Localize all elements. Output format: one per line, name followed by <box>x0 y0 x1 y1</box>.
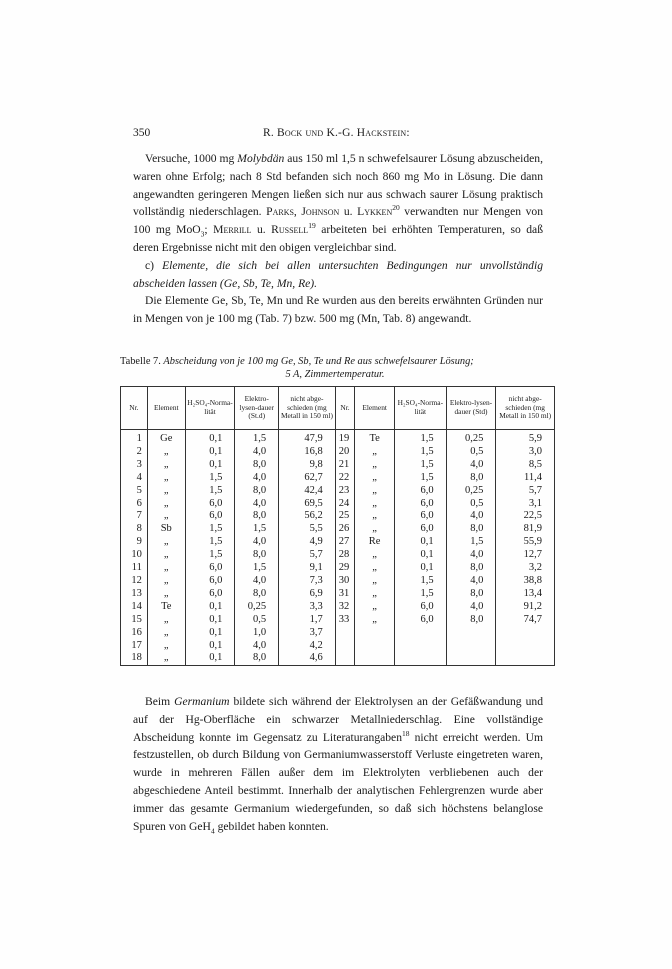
table-cell: 11 <box>121 562 148 575</box>
table-cell <box>496 652 555 665</box>
table-cell: 8,0 <box>235 652 279 665</box>
table-cell: 0,1 <box>185 614 235 627</box>
table-cell <box>496 627 555 640</box>
table-row <box>121 601 555 614</box>
table-cell: 26 <box>335 523 355 536</box>
table-cell: 1,5 <box>235 562 279 575</box>
table-cell: 74,7 <box>496 614 555 627</box>
table-cell <box>395 627 447 640</box>
table-row <box>121 652 555 665</box>
table-cell <box>355 627 395 640</box>
table-cell: 8,0 <box>446 588 496 601</box>
table-cell <box>355 652 395 665</box>
table-row <box>121 523 555 536</box>
table-row <box>121 614 555 627</box>
table-cell: „ <box>355 459 395 472</box>
table-cell: „ <box>147 549 185 562</box>
table-cell <box>335 627 355 640</box>
column-header: Elektro-lysen-dauer (Std) <box>446 387 496 430</box>
table-cell: 5,7 <box>279 549 336 562</box>
column-header: Nr. <box>121 387 148 430</box>
table-cell: 12 <box>121 575 148 588</box>
table-cell: 4,9 <box>279 536 336 549</box>
table-cell: 1,5 <box>185 485 235 498</box>
table-caption: Tabelle 7. Abscheidung von je 100 mg Ge, Sb, Te und Re aus schwefelsaurer Lösung; 5 A, Zimmertemperatur. <box>120 356 474 380</box>
column-header: Element <box>147 387 185 430</box>
table-cell: 12,7 <box>496 549 555 562</box>
table-cell: 8,0 <box>235 459 279 472</box>
table-row <box>121 510 555 523</box>
table-cell: 1,5 <box>395 575 447 588</box>
table-cell: 3,7 <box>279 627 336 640</box>
reference-mark: 20 <box>392 203 400 213</box>
table-cell: 32 <box>335 601 355 614</box>
table-cell: 6,0 <box>395 510 447 523</box>
table-cell: 1 <box>121 430 148 446</box>
table-cell: 6,0 <box>395 485 447 498</box>
table-cell: 20 <box>335 446 355 459</box>
table-cell: 4,0 <box>446 601 496 614</box>
table-cell: 1,5 <box>395 446 447 459</box>
table-cell: 6,0 <box>395 523 447 536</box>
table-cell: 22 <box>335 472 355 485</box>
table-cell: 1,5 <box>395 430 447 446</box>
table-cell: 4,0 <box>235 472 279 485</box>
table-cell: „ <box>355 614 395 627</box>
table-cell: „ <box>147 627 185 640</box>
table-cell: 69,5 <box>279 498 336 511</box>
table-cell: „ <box>147 562 185 575</box>
table-cell: 4,0 <box>446 459 496 472</box>
citation-author: Russell <box>271 223 309 237</box>
table-cell: 0,1 <box>185 430 235 446</box>
column-header: nicht abge-schieden (mg Metall in 150 ml) <box>496 387 555 430</box>
table-header-row <box>121 387 555 430</box>
table-cell: 0,5 <box>446 446 496 459</box>
table-cell: 1,5 <box>185 536 235 549</box>
table-cell: „ <box>147 536 185 549</box>
table-cell: 4,0 <box>235 446 279 459</box>
table-cell: 0,25 <box>235 601 279 614</box>
table-cell: Ge <box>147 430 185 446</box>
table-cell: 62,7 <box>279 472 336 485</box>
table-cell: 38,8 <box>496 575 555 588</box>
table-cell: 1,7 <box>279 614 336 627</box>
table-cell: 0,25 <box>446 430 496 446</box>
table-cell <box>496 640 555 653</box>
table-cell: „ <box>355 485 395 498</box>
table-cell: „ <box>147 472 185 485</box>
table-cell: 6,0 <box>185 510 235 523</box>
table-cell: 1,5 <box>395 588 447 601</box>
table-row <box>121 536 555 549</box>
column-header: Elektro-lysen-dauer (St.d) <box>235 387 279 430</box>
table-cell: 3 <box>121 459 148 472</box>
table-cell <box>446 627 496 640</box>
table-cell: 14 <box>121 601 148 614</box>
table-label: Tabelle 7. <box>120 356 164 367</box>
table-cell: 11,4 <box>496 472 555 485</box>
table-cell: 30 <box>335 575 355 588</box>
table-cell: „ <box>147 510 185 523</box>
table-cell: 81,9 <box>496 523 555 536</box>
table-cell: 9,8 <box>279 459 336 472</box>
table-cell: 1,5 <box>185 549 235 562</box>
element-name-germanium: Germanium <box>174 695 230 708</box>
table-cell: 3,1 <box>496 498 555 511</box>
table-cell: 8,0 <box>235 588 279 601</box>
table-cell: 4,0 <box>235 640 279 653</box>
table-cell: „ <box>147 575 185 588</box>
table-cell: 0,25 <box>446 485 496 498</box>
table-cell: 33 <box>335 614 355 627</box>
table-cell: 31 <box>335 588 355 601</box>
column-header: Element <box>355 387 395 430</box>
column-header: H₂SO₄-Norma-lität <box>395 387 447 430</box>
results-table <box>120 386 555 666</box>
reference-mark: 19 <box>308 221 316 231</box>
table-cell: „ <box>147 652 185 665</box>
table-cell: 8,0 <box>235 549 279 562</box>
citation-author: Merrill <box>213 223 252 237</box>
table-cell: 6,0 <box>395 601 447 614</box>
table-cell: 27 <box>335 536 355 549</box>
table-cell: 3,3 <box>279 601 336 614</box>
table-cell: 19 <box>335 430 355 446</box>
table-cell: 4,0 <box>446 549 496 562</box>
table-cell: 13 <box>121 588 148 601</box>
table-cell: 56,2 <box>279 510 336 523</box>
table-cell: 3,2 <box>496 562 555 575</box>
table-cell: 7,3 <box>279 575 336 588</box>
citation-author: Lykken <box>357 205 393 219</box>
table-cell: „ <box>147 485 185 498</box>
table-cell: 4,2 <box>279 640 336 653</box>
table-cell: 4,0 <box>446 575 496 588</box>
table-row <box>121 627 555 640</box>
table-cell: 8,0 <box>446 614 496 627</box>
table-cell: 8,0 <box>446 523 496 536</box>
paragraph-molybdenum: Versuche, 1000 mg Molybdän aus 150 ml 1,5 n schwefelsaurer Lösung abzuscheiden, waren ohne Erfolg; nach 8 Std befanden sich noch 860 mg Mo in Lösung. Die dann angewandten geringeren Mengen ließen sich nur aus schwach saurer Lösung praktisch vollständig niederschlagen. Parks, Johnson u. Lykken$^{20}$ verwandten nur Mengen von 100 mg MoO$_3$; Merrill u. Russell$^{19}$ arbeiteten bei erhöhten Temperaturen, so daß deren Ergebnisse nicht mit den obigen vergleichbar sind. c) Elemente, die sich bei allen untersuchten Bedingungen nur unvollständig abscheiden lassen (Ge, Sb, Te, Mn, Re). Die Elemente Ge, Sb, Te, Mn und Re wurden aus den bereits erwähnten Gründen nur in Mengen von je 100 mg (Tab. 7) bzw. 500 mg (Mn, Tab. 8) angewandt. <box>133 150 543 328</box>
table-cell: 0,1 <box>185 627 235 640</box>
table-cell: 8,0 <box>235 510 279 523</box>
table-row <box>121 485 555 498</box>
citation-author: Parks, Johnson <box>266 205 340 219</box>
table-cell: „ <box>355 446 395 459</box>
table-cell: 9 <box>121 536 148 549</box>
table-cell: Sb <box>147 523 185 536</box>
table-cell <box>446 640 496 653</box>
table-cell: 0,1 <box>395 549 447 562</box>
table-cell: 42,4 <box>279 485 336 498</box>
table-cell: „ <box>147 640 185 653</box>
page-number: 350 <box>133 127 151 139</box>
table-cell: 21 <box>335 459 355 472</box>
table-cell: „ <box>355 549 395 562</box>
table-cell: 4,0 <box>446 510 496 523</box>
table-row <box>121 459 555 472</box>
table-row <box>121 498 555 511</box>
table-row <box>121 640 555 653</box>
table-cell: 8 <box>121 523 148 536</box>
table-cell: 10 <box>121 549 148 562</box>
table-cell: „ <box>355 575 395 588</box>
table-cell: 0,1 <box>185 652 235 665</box>
table-cell: 23 <box>335 485 355 498</box>
table-cell: 5 <box>121 485 148 498</box>
table-cell: „ <box>355 588 395 601</box>
table-cell: „ <box>355 523 395 536</box>
table-row <box>121 446 555 459</box>
table-cell: 1,0 <box>235 627 279 640</box>
table-cell: Re <box>355 536 395 549</box>
table-cell: 17 <box>121 640 148 653</box>
table-cell: 55,9 <box>496 536 555 549</box>
table-cell: „ <box>147 588 185 601</box>
table-cell: 1,5 <box>235 523 279 536</box>
table-cell: 5,7 <box>496 485 555 498</box>
table-cell: 4 <box>121 472 148 485</box>
table-cell: 4,0 <box>235 536 279 549</box>
table-cell: 16 <box>121 627 148 640</box>
table-cell: 1,5 <box>395 472 447 485</box>
table-cell: „ <box>147 459 185 472</box>
table-cell: 1,5 <box>185 472 235 485</box>
table-cell: 8,0 <box>235 485 279 498</box>
table-cell: 5,9 <box>496 430 555 446</box>
table-cell: 9,1 <box>279 562 336 575</box>
table-cell: 0,1 <box>185 446 235 459</box>
table-cell: „ <box>355 601 395 614</box>
table-cell: 29 <box>335 562 355 575</box>
column-header: Nr. <box>335 387 355 430</box>
table-cell: 1,5 <box>446 536 496 549</box>
table-cell: 24 <box>335 498 355 511</box>
table-cell: 3,0 <box>496 446 555 459</box>
table-cell: 5,5 <box>279 523 336 536</box>
table-cell: 0,5 <box>235 614 279 627</box>
column-header: nicht abge-schieden (mg Metall in 150 ml) <box>279 387 336 430</box>
table-cell: 91,2 <box>496 601 555 614</box>
table-cell: 8,5 <box>496 459 555 472</box>
table-cell: „ <box>355 510 395 523</box>
table-cell: Te <box>147 601 185 614</box>
table-cell: 6,0 <box>395 614 447 627</box>
table-cell: 16,8 <box>279 446 336 459</box>
column-header: H₂SO₄-Norma-lität <box>185 387 235 430</box>
table-cell: 0,1 <box>185 459 235 472</box>
paragraph-germanium: Beim Germanium bildete sich während der Elektrolysen an der Gefäßwandung und auf der Hg-Oberfläche ein schwarzer Metallniederschlag. Eine vollständige Abscheidung konnte im Gegensatz zu Literaturangaben$^{18}$ nicht erreicht werden. Um festzustellen, ob durch Bildung von Germaniumwasserstoff Verluste eingetreten waren, wurde in mehreren Fällen außer dem im Elektrolyten verbliebenen auch der abgeschiedene Anteil bestimmt. Innerhalb der analytischen Fehlergrenzen wurde aber immer das gesamte Germanium wiedergefunden, so daß sich höchstens belanglose Spuren von GeH$_4$ gebildet haben konnten. <box>133 695 543 835</box>
table-row <box>121 575 555 588</box>
table-row <box>121 549 555 562</box>
table-cell: „ <box>355 562 395 575</box>
table-cell: 0,1 <box>395 562 447 575</box>
table-cell: 2 <box>121 446 148 459</box>
table-row <box>121 562 555 575</box>
table-cell: 4,0 <box>235 575 279 588</box>
table-row <box>121 472 555 485</box>
table-cell: 6,9 <box>279 588 336 601</box>
table-cell: 6,0 <box>185 575 235 588</box>
table-cell: 7 <box>121 510 148 523</box>
table-cell: „ <box>355 472 395 485</box>
table-cell: 25 <box>335 510 355 523</box>
reference-mark: 18 <box>402 728 410 738</box>
table-cell: 1,5 <box>185 523 235 536</box>
table-cell: „ <box>147 498 185 511</box>
running-head-authors: R. Bock und K.-G. Hackstein: <box>263 127 410 139</box>
table-cell: 18 <box>121 652 148 665</box>
table-cell: 28 <box>335 549 355 562</box>
table-cell: 13,4 <box>496 588 555 601</box>
table-cell: „ <box>147 446 185 459</box>
table-cell: 1,5 <box>235 430 279 446</box>
subsection-heading-c: c) Elemente, die sich bei allen untersuchten Bedingungen nur unvollständig abscheiden lassen (Ge, Sb, Te, Mn, Re). <box>133 258 543 290</box>
table-cell <box>446 652 496 665</box>
element-name-molybdaen: Molybdän <box>237 152 285 165</box>
table-cell: 22,5 <box>496 510 555 523</box>
table-cell: „ <box>147 614 185 627</box>
table-cell <box>335 640 355 653</box>
table-cell: 6,0 <box>395 498 447 511</box>
table-cell: 0,1 <box>395 536 447 549</box>
table-cell: 6,0 <box>185 498 235 511</box>
table-cell: Te <box>355 430 395 446</box>
table-cell: 4,0 <box>235 498 279 511</box>
table-cell <box>335 652 355 665</box>
table-cell <box>395 640 447 653</box>
table-cell: 8,0 <box>446 472 496 485</box>
table-row <box>121 588 555 601</box>
table-cell: 4,6 <box>279 652 336 665</box>
table-cell: 6,0 <box>185 588 235 601</box>
table-cell: 47,9 <box>279 430 336 446</box>
table-row <box>121 430 555 446</box>
paragraph-elements: Die Elemente Ge, Sb, Te, Mn und Re wurden aus den bereits erwähnten Gründen nur in Mengen von je 100 mg (Tab. 7) bzw. 500 mg (Mn, Tab. 8) angewandt. <box>133 294 543 326</box>
table-cell <box>355 640 395 653</box>
table-cell: „ <box>355 498 395 511</box>
table-cell: 1,5 <box>395 459 447 472</box>
table-cell: 0,1 <box>185 601 235 614</box>
table-cell: 15 <box>121 614 148 627</box>
table-cell: 6,0 <box>185 562 235 575</box>
table-cell: 6 <box>121 498 148 511</box>
table-cell: 8,0 <box>446 562 496 575</box>
table-cell: 0,1 <box>185 640 235 653</box>
table-cell: 0,5 <box>446 498 496 511</box>
table-cell <box>395 652 447 665</box>
